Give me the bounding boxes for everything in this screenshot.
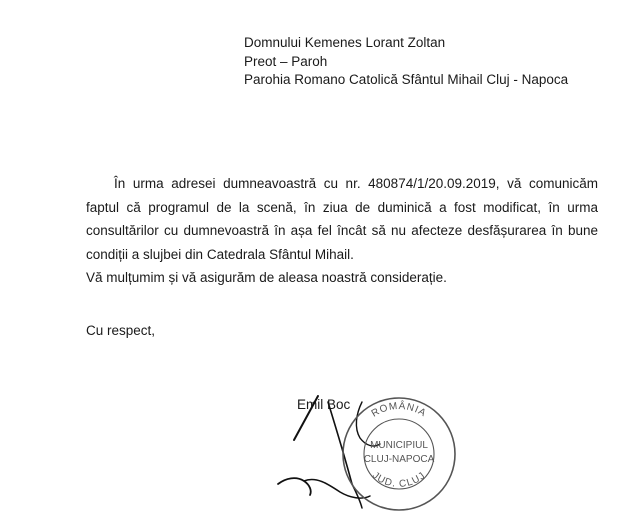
stamp-bottom-text: JUD. CLUJ — [370, 470, 428, 490]
body-paragraph-1: În urma adresei dumneavoastră cu nr. 480874/1/20.09.2019, vă comunicăm faptul că programul de la scenă, în ziua de duminică a fost modificat, în urma consultărilor cu dumnevoastră în așa fel încât să nu afecteze desfășurarea în bune condiții a slujbei din Catedrala Sfântul Mihail. — [86, 176, 598, 262]
closing-salutation: Cu respect, — [86, 323, 156, 338]
signatory-name: Emil Boc — [297, 397, 351, 412]
letter-body — [86, 172, 598, 290]
addressee-title: Preot – Paroh — [244, 53, 328, 69]
stamp-top-text: ROMÂNIA — [369, 400, 429, 420]
official-stamp — [338, 392, 460, 513]
addressee-name: Domnului Kemenes Lorant Zoltan — [244, 35, 446, 50]
svg-text:JUD. CLUJ — [370, 470, 428, 490]
stamp-middle-line-1: MUNICIPIUL — [370, 440, 428, 451]
addressee-organization: Parohia Romano Catolică Sfântul Mihail Cluj - Napoca — [244, 72, 569, 87]
stamp-middle-line-2: CLUJ-NAPOCA — [363, 454, 435, 465]
addressee-block — [244, 34, 568, 90]
body-paragraph-2: Vă mulțumim și vă asigurăm de aleasa noastră considerație. — [86, 270, 447, 285]
